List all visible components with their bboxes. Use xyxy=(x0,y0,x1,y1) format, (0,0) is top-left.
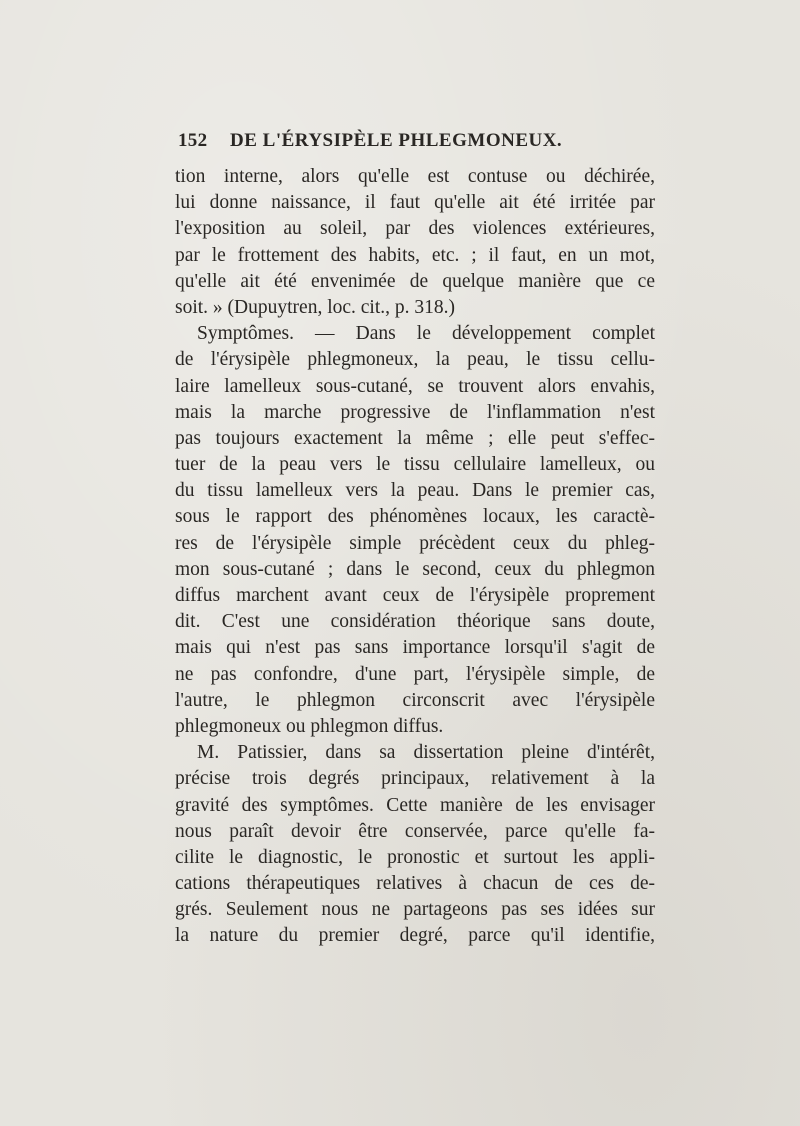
text-line: res de l'érysipèle simple précèdent ceux du phleg- xyxy=(175,532,655,554)
body-text xyxy=(175,164,655,950)
text-line: sous le rapport des phénomènes locaux, les caractè- xyxy=(175,506,655,528)
text-line: phlegmoneux ou phlegmon diffus. xyxy=(175,715,444,737)
text-line: l'autre, le phlegmon circonscrit avec l'érysipèle xyxy=(175,689,655,711)
text-line: pas toujours exactement la même ; elle peut s'effec- xyxy=(175,427,655,449)
text-line: qu'elle ait été envenimée de quelque manière que ce xyxy=(175,270,655,292)
text-line: M. Patissier, dans sa dissertation pleine d'intérêt, xyxy=(197,742,655,764)
text-line: tuer de la peau vers le tissu cellulaire lamelleux, ou xyxy=(175,454,655,476)
text-line: de l'érysipèle phlegmoneux, la peau, le tissu cellu- xyxy=(175,349,655,371)
text-line: gravité des symptômes. Cette manière de les envisager xyxy=(175,794,655,816)
section-heading-line: Symptômes. — Dans le développement complet xyxy=(197,323,655,345)
text-line: cations thérapeutiques relatives à chacun de ces de- xyxy=(175,873,655,895)
text-line: du tissu lamelleux vers la peau. Dans le premier cas, xyxy=(175,480,655,502)
running-head: DE L'ÉRYSIPÈLE PHLEGMONEUX. xyxy=(230,130,563,151)
text-line: tion interne, alors qu'elle est contuse ou déchirée, xyxy=(175,166,655,187)
text-line: mais la marche progressive de l'inflammation n'est xyxy=(175,401,655,423)
text-line: soit. » (Dupuytren, loc. cit., p. 318.) xyxy=(175,296,455,318)
text-line: cilite le diagnostic, le pronostic et surtout les appli- xyxy=(175,846,655,868)
text-line: laire lamelleux sous-cutané, se trouvent alors envahis, xyxy=(175,375,655,397)
text-line: la nature du premier degré, parce qu'il identifie, xyxy=(175,925,655,947)
page-number: 152 xyxy=(178,130,208,151)
text-line: mais qui n'est pas sans importance lorsqu'il s'agit de xyxy=(175,637,655,659)
text-line: l'exposition au soleil, par des violences extérieures, xyxy=(175,218,655,240)
text-line: lui donne naissance, il faut qu'elle ait été irritée par xyxy=(175,192,655,214)
page-header xyxy=(178,130,668,160)
text-line: par le frottement des habits, etc. ; il faut, en un mot, xyxy=(175,244,655,266)
text-line: diffus marchent avant ceux de l'érysipèle proprement xyxy=(175,585,655,606)
text-line: dit. C'est une considération théorique sans doute, xyxy=(175,611,655,633)
text-line: mon sous-cutané ; dans le second, ceux du phlegmon xyxy=(175,558,655,580)
text-line: précise trois degrés principaux, relativement à la xyxy=(175,768,655,790)
text-line: ne pas confondre, d'une part, l'érysipèle simple, de xyxy=(175,663,655,685)
text-line: nous paraît devoir être conservée, parce qu'elle fa- xyxy=(175,820,655,842)
text-line: grés. Seulement nous ne partageons pas ses idées sur xyxy=(175,899,655,921)
